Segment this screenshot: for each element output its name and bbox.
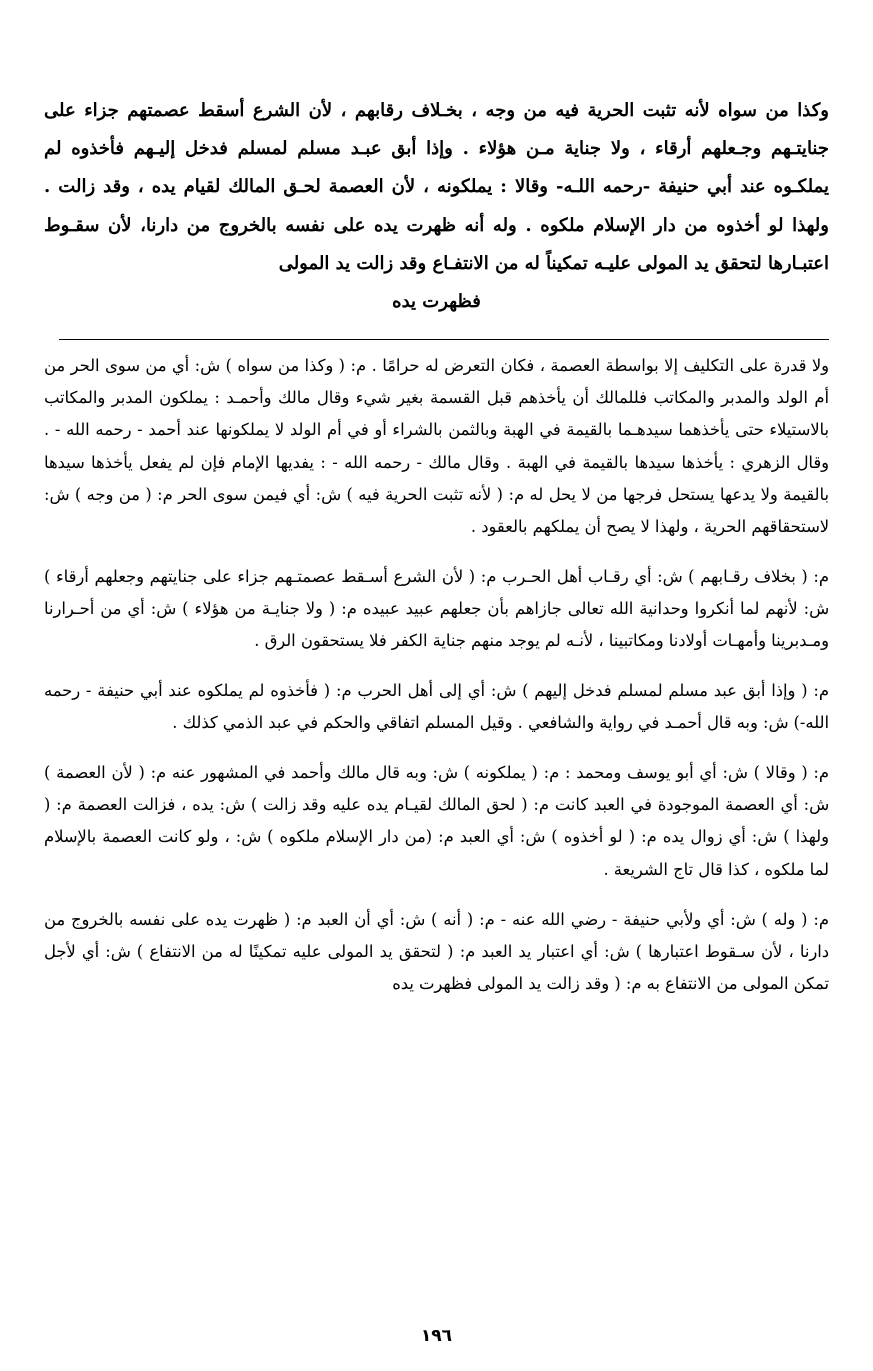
page-content [44, 92, 829, 1018]
commentary [44, 350, 829, 1000]
separator-rule [59, 339, 829, 340]
page-number: ١٩٦ [420, 1326, 453, 1346]
main-text-last-line: فظهرت يده [392, 291, 481, 313]
commentary-paragraph: ولا قدرة على التكليف إلا بواسطة العصمة ، فكان التعرض له حرامًا . م: ( وكذا من سواه ) ش: أي من سوى الحر من أم الولد والمدبر والمكاتب فللمالك أن يأخذهم قبل القسمة بغير شيء وقال مالك وأحمـد : يملكون المدبر والمكاتب بالاستيلاء حتى يأخذهما سيدهـما بالقيمة في الهبة وبالثمن بالشراء أو في أم الولد لا يملكونها عند أحمد - رحمه الله - . وقال الزهري : يأخذها سيدها بالقيمة في الهبة . وقال مالك - رحمه الله - : يفديها الإمام فإن لم يفعل يأخذها سيدها بالقيمة ولا يدعها يستحل فرجها من لا يحل له م: ( لأنه تثبت الحرية فيه ) ش: أي فيمن سوى الحر م: ( من وجه ) ش: لاستحقاقهم الحرية ، ولهذا لا يصح أن يملكهم بالعقود . [44, 356, 829, 536]
commentary-paragraph: م: ( وإذا أبق عبد مسلم لمسلم فدخل إليهم ) ش: أي إلى أهل الحرب م: ( فأخذوه لم يملكوه عند أبي حنيفة - رحمه الله-) ش: وبه قال أحمـد في رواية والشافعي . وقيل المسلم اتفاقي والحكم في عبد الذمي كذلك . [44, 681, 829, 733]
commentary-paragraph: م: ( وله ) ش: أي ولأبي حنيفة - رضي الله عنه - م: ( أنه ) ش: أي أن العبد م: ( ظهرت يده على نفسه بالخروج من دارنا ، لأن سـقوط اعتبارها ) ش: أي اعتبار يد العبد م: ( لتحقق يد المولى عليه تمكينًا له من الانتفاع ) ش: أي لأجل تمكن المولى من الانتفاع به م: ( وقد زالت يد المولى فظهرت يده [44, 909, 829, 993]
main-text [44, 92, 829, 321]
commentary-paragraph: م: ( وقالا ) ش: أي أبو يوسف ومحمد : م: ( يملكونه ) ش: وبه قال مالك وأحمد في المشهور عنه م: ( لأن العصمة ) ش: أي العصمة الموجودة في العبد كانت م: ( لحق المالك لقيـام يده عليه وقد زالت ) ش: يده ، فزالت العصمة م: ( ولهذا ) ش: أي زوال يده م: ( لو أخذوه ) ش: أي العبد م: (من دار الإسلام ملكوه ) ش: ، ولو كانت العصمة بالإسلام لما ملكوه ، كذا قال تاج الشريعة . [44, 763, 829, 879]
main-text-body: وكذا من سواه لأنه تثبت الحرية فيه من وجه ، بخـلاف رقابهم ، لأن الشرع أسقط عصمتهم جزاء على جنايتـهم وجـعلهم أرقاء ، ولا جناية مـن هؤلاء . وإذا أبق عبـد مسلم لمسلم فدخل إليـهم فأخذوه لم يملكـوه عند أبي حنيفة -رحمه اللـه- وقالا : يملكونه ، لأن العصمة لحـق المالك لقيام يده ، وقد زالت . ولهذا لو أخذوه من دار الإسلام ملكوه . وله أنه ظهرت يده على نفسه بالخروج من دارنا، لأن سقـوط اعتبـارها لتحقق يد المولى عليـه تمكيناً له من الانتفـاع وقد زالت يد المولى [44, 100, 829, 274]
commentary-paragraph: م: ( بخلاف رقـابهم ) ش: أي رقـاب أهل الحـرب م: ( لأن الشرع أسـقط عصمتـهم جزاء على جنايتهم وجعلهم أرقاء ) ش: لأنهم لما أنكروا وحدانية الله تعالى جازاهم بأن جعلهم عبيد عبيده م: ( ولا جنايـة من هؤلاء ) ش: أي من أحـرارنا ومـدبرينا وأمهـات أولادنا ومكاتبينا ، لأنـه لم يوجد منهم جناية الكفر فلا يستحقون الرق . [44, 566, 829, 650]
